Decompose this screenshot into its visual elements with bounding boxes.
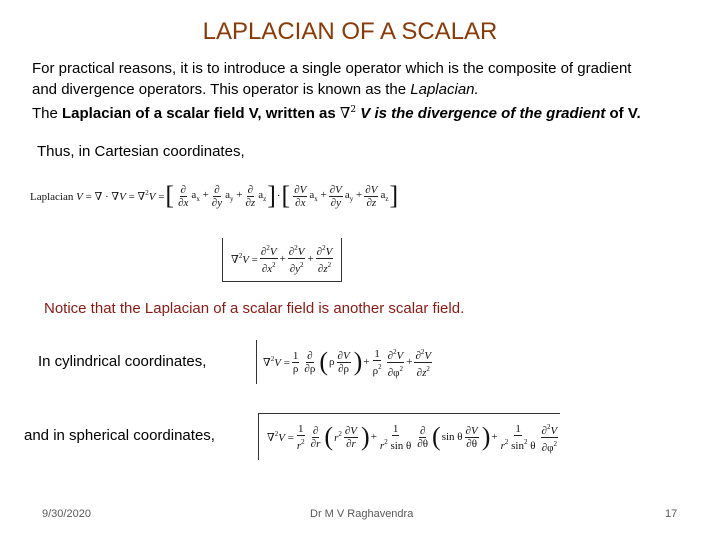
footer-date: 9/30/2020 <box>42 508 91 520</box>
spherical-equation: ∇$^2$V = $\frac{1}{r^2}$ $\frac{\partial}{\partial r}$ ( $r^2$ $\frac{\partial V}{\partial r}$ ) + $\frac{1}{r^2 \sin \theta}$ $\frac{\partial}{\partial\theta}$ ( sin θ $\frac{\partial V}{\partial\theta}$ ) + $\frac{1}{r^2 \sin^2 \theta}$ $\frac{\partial^2V}{\partial\varphi^2}$ <box>258 413 560 460</box>
intro-line-3-end: of V. <box>609 105 641 122</box>
footer-page-number: 17 <box>665 508 678 520</box>
intro-line-3-bold: Laplacian of a scalar field V, written as <box>62 105 340 122</box>
intro-paragraph <box>32 58 712 124</box>
intro-line-3-start: The <box>32 105 63 122</box>
intro-line-3 <box>32 100 712 124</box>
cylindrical-label: In cylindrical coordinates, <box>38 353 207 370</box>
intro-line-2-text: and divergence operators. This operator is known as the <box>32 81 411 98</box>
intro-line-2 <box>32 79 712 100</box>
slide-title: LAPLACIAN OF A SCALAR <box>202 18 498 45</box>
laplacian-term: Laplacian. <box>410 81 479 98</box>
notice-text: Notice that the Laplacian of a scalar field is another scalar field. <box>44 300 465 317</box>
intro-line-3-italic: V is the divergence of the gradient <box>356 105 610 122</box>
cartesian-equation-line-1: Laplacian V = ∇ · ∇V = ∇$^2$V = [ $\frac{\partial}{\partial x}$ $a_x$ + $\frac{\partial}{\partial y}$ $a_y$ + $\frac{\partial}{\partial z}$ $a_z$ ] · [ $\frac{\partial V}{\partial x}$ $a_x$ + $\frac{\partial V}{\partial y}$ $a_y$ + $\frac{\partial V}{\partial z}$ $a_z$ ] <box>30 181 399 210</box>
nabla-exponent: 2 <box>350 105 357 115</box>
cartesian-label: Thus, in Cartesian coordinates, <box>37 143 245 160</box>
intro-line-1: For practical reasons, it is to introduce a single operator which is the composite of gradient <box>32 60 632 77</box>
nabla-symbol: ∇ <box>339 104 351 122</box>
spherical-label: and in spherical coordinates, <box>24 427 215 444</box>
cylindrical-equation: ∇$^2$V = $\frac{1}{\rho}$ $\frac{\partial}{\partial\rho}$ ( ρ $\frac{\partial V}{\partial\rho}$ ) + $\frac{1}{\rho^2}$ $\frac{\partial^2V}{\partial\varphi^2}$ + $\frac{\partial^2V}{\partial z^2}$ <box>256 340 434 384</box>
cartesian-equation-line-2: ∇$^2$V = $\frac{\partial^2V}{\partial x^2}$ + $\frac{\partial^2V}{\partial y^2}$ + $\frac{\partial^2V}{\partial z^2}$ <box>222 238 342 282</box>
nabla-squared-symbol <box>340 104 356 122</box>
footer-author: Dr M V Raghavendra <box>310 508 414 520</box>
